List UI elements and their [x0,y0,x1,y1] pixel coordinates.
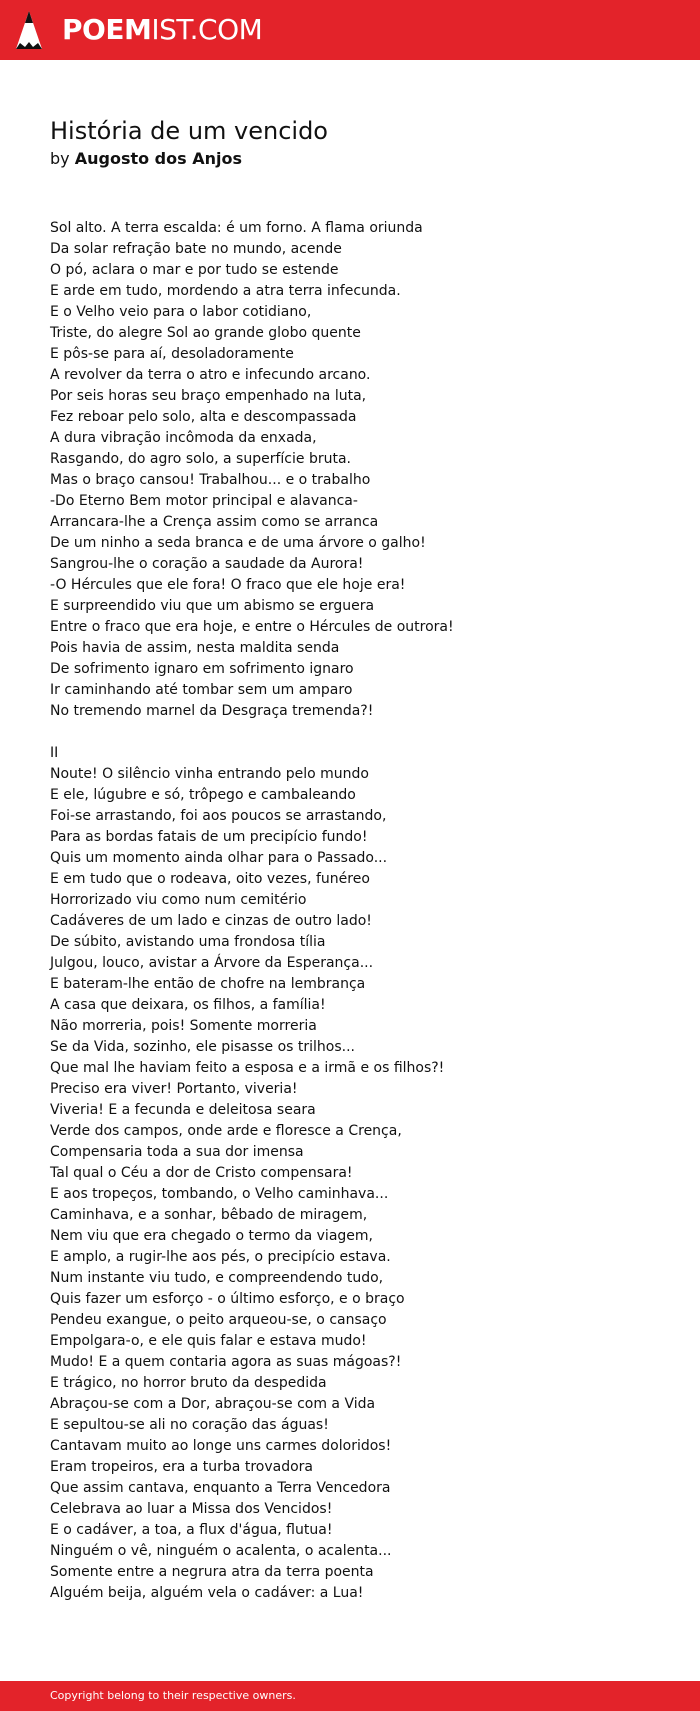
poem-line: E o Velho veio para o labor cotidiano, [50,304,312,320]
poem-title: História de um vencido [50,117,328,145]
poem-line: Que assim cantava, enquanto a Terra Vencedora [50,1480,391,1496]
poem-line: Verde dos campos, onde arde e floresce a Crença, [50,1123,402,1139]
poem-line: Sangrou-lhe o coração a saudade da Aurora! [50,556,364,572]
poem-line: E o cadáver, a toa, a flux d'água, flutua! [50,1522,333,1538]
poem-line: E surpreendido viu que um abismo se erguera [50,598,375,614]
poem-body [50,218,454,1604]
poem-line: E trágico, no horror bruto da despedida [50,1375,327,1391]
poem-line: De um ninho a seda branca e de uma árvore o galho! [50,535,426,551]
poem-line: Abraçou-se com a Dor, abraçou-se com a Vida [50,1396,376,1412]
poem-line: Quis um momento ainda olhar para o Passado... [50,850,388,866]
poem-line: No tremendo marnel da Desgraça tremenda?! [50,703,374,719]
poem-line: Noute! O silêncio vinha entrando pelo mundo [50,766,369,782]
poem-line: Tal qual o Céu a dor de Cristo compensara! [50,1165,353,1181]
poem-line: E aos tropeços, tombando, o Velho caminhava... [50,1186,389,1202]
poem-line: Não morreria, pois! Somente morreria [50,1018,317,1034]
poem-line: A dura vibração incômoda da enxada, [50,430,317,446]
poem-line: Ninguém o vê, ninguém o acalenta, o acalenta... [50,1543,392,1559]
poem-line: Somente entre a negrura atra da terra poenta [50,1564,374,1580]
poem-line: -Do Eterno Bem motor principal e alavanca- [50,493,358,509]
poem-line: Horrorizado viu como num cemitério [50,892,307,908]
poem-line: A revolver da terra o atro e infecundo arcano. [50,367,371,383]
author-name: Augosto dos Anjos [74,149,242,168]
poem-line: Eram tropeiros, era a turba trovadora [50,1459,313,1475]
poem-line: Triste, do alegre Sol ao grande globo quente [50,325,361,341]
poem-line: Julgou, louco, avistar a Árvore da Esperança... [50,955,374,971]
poem-line: A casa que deixara, os filhos, a família! [50,997,326,1013]
poem-line: E arde em tudo, mordendo a atra terra infecunda. [50,283,401,299]
poem-line: E ele, lúgubre e só, trôpego e cambaleando [50,787,356,803]
poem-line: Preciso era viver! Portanto, viveria! [50,1081,298,1097]
site-header [0,0,700,60]
poem-line: Entre o fraco que era hoje, e entre o Hércules de outrora! [50,619,454,635]
poem-line: Foi-se arrastando, foi aos poucos se arrastando, [50,808,387,824]
poem-line: Por seis horas seu braço empenhado na luta, [50,388,367,404]
poem-line: Cantavam muito ao longe uns carmes doloridos! [50,1438,392,1454]
poem-line: Mudo! E a quem contaria agora as suas mágoas?! [50,1354,402,1370]
poem-line: Pendeu exangue, o peito arqueou-se, o cansaço [50,1312,387,1328]
poem-line: Que mal lhe haviam feito a esposa e a irmã e os filhos?! [50,1060,445,1076]
poem-line: Cadáveres de um lado e cinzas de outro lado! [50,913,372,929]
poem-line: E em tudo que o rodeava, oito vezes, funéreo [50,871,370,887]
site-logo-link[interactable] [62,13,262,47]
brand-bold-text: POEM [62,13,152,46]
pencil-tip-icon[interactable] [15,9,43,53]
poem-line: Rasgando, do agro solo, a superfície bruta. [50,451,351,467]
poem-line: De súbito, avistando uma frondosa tília [50,934,326,950]
poem-line: Para as bordas fatais de um precipício fundo! [50,829,368,845]
poem-line: -O Hércules que ele fora! O fraco que ele hoje era! [50,577,406,593]
site-footer [0,1681,700,1711]
poem-line: Nem viu que era chegado o termo da viagem, [50,1228,373,1244]
poem-line: De sofrimento ignaro em sofrimento ignaro [50,661,354,677]
poem-line: Se da Vida, sozinho, ele pisasse os trilhos... [50,1039,355,1055]
poem-line: Celebrava ao luar a Missa dos Vencidos! [50,1501,333,1517]
byline [50,148,242,170]
poem-line: E amplo, a rugir-lhe aos pés, o precipício estava. [50,1249,391,1265]
poem-line: Ir caminhando até tombar sem um amparo [50,682,353,698]
poem-line: Compensaria toda a sua dor imensa [50,1144,304,1160]
poem-line: Quis fazer um esforço - o último esforço, e o braço [50,1291,405,1307]
poem-line: Num instante viu tudo, e compreendendo tudo, [50,1270,384,1286]
by-label: by [50,149,70,168]
poem-line: E pôs-se para aí, desoladoramente [50,346,294,362]
brand-light-text: IST.COM [151,13,263,46]
copyright-text: Copyright belong to their respective owners. [50,1689,296,1702]
poem-line: Fez reboar pelo solo, alta e descompassada [50,409,357,425]
poem-line: Pois havia de assim, nesta maldita senda [50,640,340,656]
section-numeral: II [50,745,59,761]
poem-line: Da solar refração bate no mundo, acende [50,241,342,257]
poem-line: Arrancara-lhe a Crença assim como se arranca [50,514,379,530]
stanza-break [50,722,454,743]
poem-line: O pó, aclara o mar e por tudo se estende [50,262,339,278]
poem-line: Viveria! E a fecunda e deleitosa seara [50,1102,316,1118]
poem-line: Empolgara-o, e ele quis falar e estava mudo! [50,1333,367,1349]
poem-line: Sol alto. A terra escalda: é um forno. A flama oriunda [50,220,423,236]
poem-line: E sepultou-se ali no coração das águas! [50,1417,329,1433]
poem-line: E bateram-lhe então de chofre na lembrança [50,976,366,992]
poem-line: Caminhava, e a sonhar, bêbado de miragem, [50,1207,368,1223]
poem-line: Mas o braço cansou! Trabalhou... e o trabalho [50,472,371,488]
poem-line: Alguém beija, alguém vela o cadáver: a Lua! [50,1585,364,1601]
